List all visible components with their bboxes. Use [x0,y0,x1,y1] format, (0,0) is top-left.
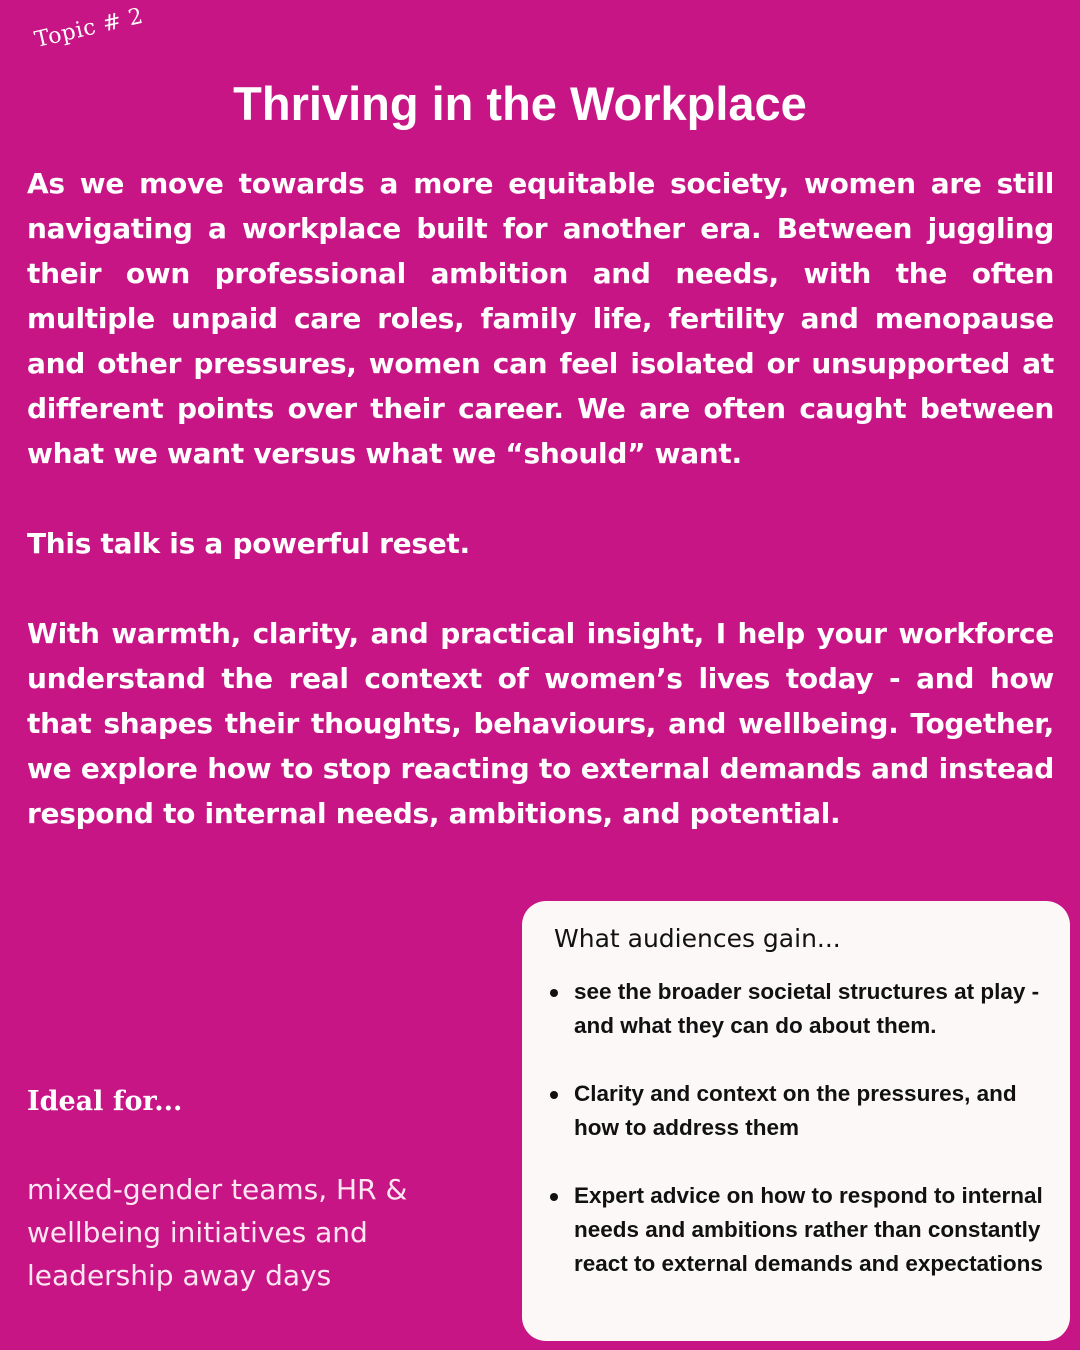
audience-gains-heading: What audiences gain... [554,924,841,953]
ideal-for-text: mixed-gender teams, HR & wellbeing initiatives and leadership away days [27,1173,408,1292]
list-item [550,1179,1060,1281]
list-item-text: Expert advice on how to respond to internal needs and ambitions rather than constantly react to external demands and expectations [574,1183,1043,1276]
bullet-icon [550,1193,558,1201]
topic-tag: Topic # 2 [32,3,146,53]
list-item [550,975,1060,1043]
reset-paragraph: This talk is a powerful reset. [27,527,470,560]
description-section [27,161,1054,881]
audience-gains-list [550,975,1060,1315]
list-item-text: Clarity and context on the pressures, and how to address them [574,1081,1017,1140]
intro-paragraph: As we move towards a more equitable society, women are still navigating a workplace built for another era. Between juggling their own professional ambition and needs, with the often multiple unpaid care roles, family life, fertility and menopause and other pressures, women can feel isolated or unsupported at different points over their career. We are often caught between what we want versus what we “should” want. [27,167,1054,470]
bullet-icon [550,1091,558,1099]
list-item-text: see the broader societal structures at play - and what they can do about them. [574,979,1040,1038]
ideal-for-heading: Ideal for... [27,1086,183,1117]
page-title: Thriving in the Workplace [233,77,807,130]
list-item [550,1077,1060,1145]
audience-gains-card [522,901,1070,1341]
bullet-icon [550,989,558,997]
approach-paragraph: With warmth, clarity, and practical insight, I help your workforce understand the real context of women’s lives today - and how that shapes their thoughts, behaviours, and wellbeing. Together, we explore how to stop reacting to external demands and instead respond to internal needs, ambitions, and potential. [27,617,1054,830]
